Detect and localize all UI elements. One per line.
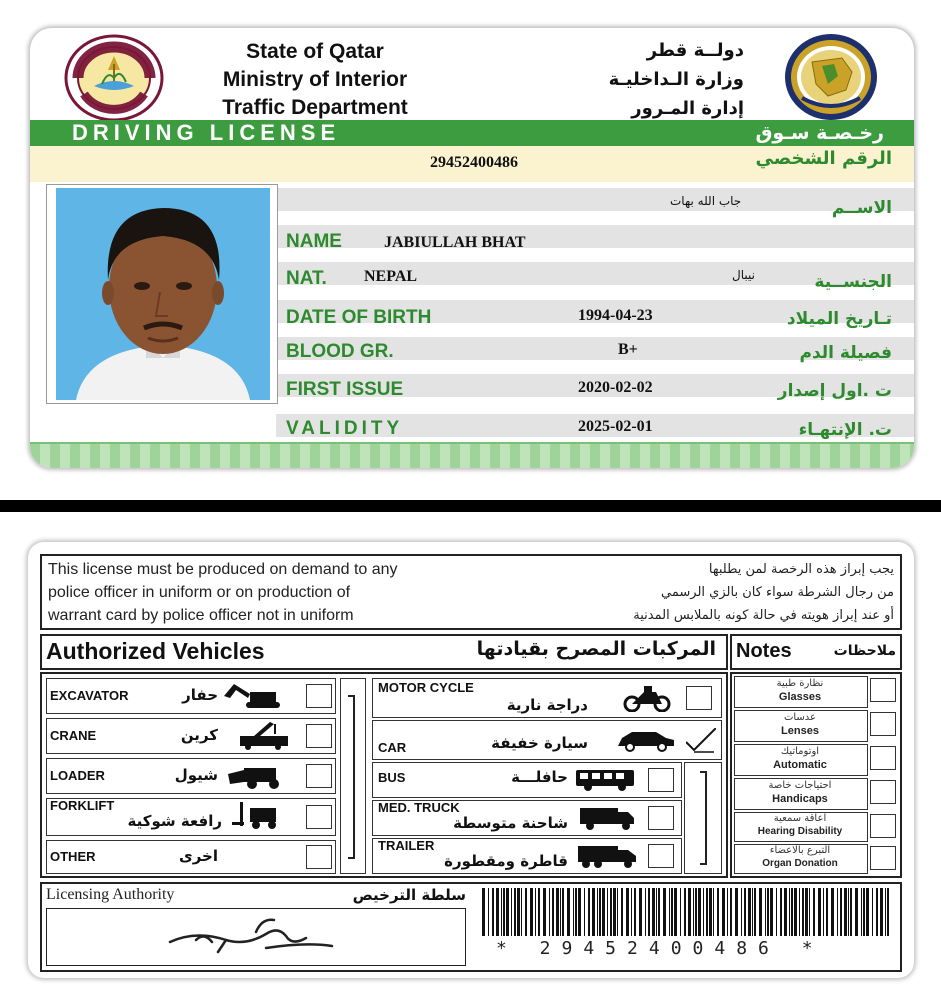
dob-ar-label: تـاريخ الميلاد bbox=[786, 309, 892, 329]
notice-en-line: This license must be produced on demand to any bbox=[48, 561, 398, 578]
holder-photo bbox=[56, 188, 270, 400]
barcode-bar bbox=[744, 888, 746, 936]
barcode-bar bbox=[588, 888, 590, 936]
decorative-border bbox=[30, 442, 914, 468]
barcode-bar bbox=[780, 888, 782, 936]
vehicle-ar: سيارة خفيفة bbox=[491, 734, 588, 752]
barcode-bar bbox=[848, 888, 849, 936]
barcode-bar bbox=[722, 888, 725, 936]
barcode-bar bbox=[621, 888, 623, 936]
barcode-bar bbox=[575, 888, 577, 936]
med-truck-checkbox[interactable] bbox=[648, 806, 674, 830]
vehicle-en: TRAILER bbox=[378, 838, 435, 853]
vehicle-en: EXCAVATOR bbox=[50, 688, 129, 703]
barcode-bar bbox=[656, 888, 657, 936]
barcode-bar bbox=[578, 888, 581, 936]
car-checkbox[interactable] bbox=[686, 728, 712, 752]
gcc-emblem-icon bbox=[782, 32, 880, 122]
barcode-bar bbox=[770, 888, 773, 936]
name-ar-value: جاب الله بهات bbox=[670, 194, 742, 208]
barcode-bar bbox=[669, 888, 670, 936]
notice-ar-line: أو عند إبراز هويته في حالة كونه بالملابس المدنية bbox=[633, 608, 894, 623]
barcode-bar bbox=[592, 888, 595, 936]
validity-label: VALIDITY bbox=[286, 418, 404, 439]
barcode-bar bbox=[809, 888, 810, 936]
barcode-icon bbox=[480, 888, 892, 938]
barcode-bar bbox=[525, 888, 527, 936]
note-ar: اعاقة سمعية bbox=[773, 813, 827, 824]
barcode-bar bbox=[626, 888, 629, 936]
signature-icon bbox=[166, 912, 336, 960]
vehicle-ar: اخرى bbox=[178, 847, 218, 865]
barcode-bar bbox=[866, 888, 869, 936]
barcode-bar bbox=[818, 888, 821, 936]
notice-ar-line: من رجال الشرطة سواء كان بالزي الرسمي bbox=[661, 585, 894, 600]
note-ar: اوتوماتيك bbox=[780, 746, 820, 757]
header-ministry: Ministry of Interior bbox=[222, 68, 408, 91]
name-ar-label: الاســم bbox=[831, 198, 892, 218]
barcode-bar bbox=[748, 888, 751, 936]
trailer-icon bbox=[576, 842, 638, 870]
header-english bbox=[170, 38, 460, 122]
barcode-bar bbox=[727, 888, 728, 936]
barcode-bar bbox=[562, 888, 564, 936]
glasses-checkbox[interactable] bbox=[870, 678, 896, 702]
authorized-title-en: Authorized Vehicles bbox=[46, 638, 265, 664]
barcode-bar bbox=[631, 888, 632, 936]
barcode-bar bbox=[823, 888, 824, 936]
barcode-bar bbox=[492, 888, 494, 936]
notes-title-ar: ملاحظات bbox=[833, 643, 896, 659]
barcode-bar bbox=[501, 888, 502, 936]
barcode-bar bbox=[794, 888, 797, 936]
vehicle-ar: رافعة شوكية bbox=[127, 812, 222, 830]
barcode-bar bbox=[837, 888, 838, 936]
note-en: Glasses bbox=[778, 691, 822, 703]
barcode-text: * 29452400486 * bbox=[496, 938, 824, 959]
barcode-bar bbox=[645, 888, 646, 936]
barcode-bar bbox=[613, 888, 616, 936]
crane-checkbox[interactable] bbox=[306, 724, 332, 748]
qatar-seal-icon bbox=[64, 34, 164, 122]
licensing-authority-ar: سلطة الترخيص bbox=[352, 886, 466, 904]
car-icon bbox=[616, 728, 676, 752]
barcode-bar bbox=[789, 888, 790, 936]
nationality-ar-value: نيبال bbox=[732, 268, 755, 282]
first-issue-value: 2020-02-02 bbox=[578, 379, 653, 396]
note-ar: التبرع بالاعضاء bbox=[769, 845, 831, 856]
nationality-value: NEPAL bbox=[364, 268, 418, 285]
barcode-bar bbox=[885, 888, 886, 936]
barcode-bar bbox=[863, 888, 865, 936]
vehicle-ar: حفار bbox=[182, 686, 218, 704]
barcode-bar bbox=[560, 888, 561, 936]
header-department: Traffic Department bbox=[222, 96, 408, 119]
barcode-bar bbox=[717, 888, 719, 936]
barcode-bar bbox=[688, 888, 691, 936]
dob-value: 1994-04-23 bbox=[578, 307, 653, 324]
barcode-bar bbox=[602, 888, 605, 936]
barcode-bar bbox=[872, 888, 873, 936]
barcode-bar bbox=[813, 888, 815, 936]
personal-id-number: 29452400486 bbox=[430, 154, 518, 171]
barcode-bar bbox=[695, 888, 697, 936]
motorcycle-icon bbox=[622, 684, 672, 712]
notice-en-line: warrant card by police officer not in uniform bbox=[48, 607, 354, 624]
license-front bbox=[30, 28, 914, 468]
vehicle-en: OTHER bbox=[50, 849, 96, 864]
barcode-bar bbox=[514, 888, 516, 936]
stripe bbox=[276, 225, 914, 248]
vehicle-ar: حافلـــة bbox=[511, 768, 568, 786]
motorcycle-checkbox[interactable] bbox=[686, 686, 712, 710]
barcode-bar bbox=[730, 888, 732, 936]
vehicle-ar: قاطرة ومقطورة bbox=[444, 852, 568, 870]
barcode-bar bbox=[521, 888, 522, 936]
vehicle-ar: كرين bbox=[180, 726, 218, 744]
validity-ar-label: ت. الإنتهـاء bbox=[798, 420, 892, 440]
trailer-checkbox[interactable] bbox=[648, 844, 674, 868]
barcode-bar bbox=[850, 888, 852, 936]
header-ar-ministry: وزارة الـداخليـة bbox=[608, 69, 744, 90]
stripe bbox=[276, 188, 914, 211]
barcode-bar bbox=[538, 888, 540, 936]
barcode-bar bbox=[752, 888, 753, 936]
barcode-bar bbox=[599, 888, 601, 936]
barcode-bar bbox=[844, 888, 847, 936]
notice-english bbox=[48, 558, 538, 627]
title-arabic: رخـصـة سـوق bbox=[755, 122, 884, 144]
note-en: Handicaps bbox=[772, 793, 828, 805]
organ-checkbox[interactable] bbox=[870, 846, 896, 870]
barcode-bar bbox=[652, 888, 655, 936]
note-ar: نظارة طبية bbox=[776, 678, 824, 689]
barcode-bar bbox=[855, 888, 858, 936]
barcode-bar bbox=[634, 888, 636, 936]
barcode-bar bbox=[713, 888, 714, 936]
barcode-bar bbox=[556, 888, 559, 936]
header-state: State of Qatar bbox=[246, 40, 384, 63]
note-en: Organ Donation bbox=[762, 858, 838, 869]
divider bbox=[0, 500, 941, 512]
barcode-bar bbox=[658, 888, 660, 936]
bracket-icon bbox=[692, 768, 716, 868]
header-ar-state: دولــة قطر bbox=[646, 40, 744, 61]
barcode-bar bbox=[549, 888, 550, 936]
barcode-bar bbox=[791, 888, 793, 936]
barcode-bar bbox=[517, 888, 520, 936]
barcode-bar bbox=[861, 888, 862, 936]
blood-group-ar-label: فصيلة الدم bbox=[799, 343, 892, 363]
barcode-bar bbox=[784, 888, 787, 936]
validity-value: 2025-02-01 bbox=[578, 418, 653, 435]
hearing-checkbox[interactable] bbox=[870, 814, 896, 838]
barcode-bar bbox=[887, 888, 889, 936]
barcode-bar bbox=[511, 888, 512, 936]
vehicle-ar: شيول bbox=[174, 766, 218, 784]
barcode-bar bbox=[567, 888, 570, 936]
first-issue-label: FIRST ISSUE bbox=[286, 379, 404, 400]
bus-checkbox[interactable] bbox=[648, 768, 674, 792]
licensing-authority-en: Licensing Authority bbox=[46, 886, 175, 903]
barcode-bar bbox=[693, 888, 694, 936]
note-en: Hearing Disability bbox=[757, 826, 843, 837]
barcode-bar bbox=[826, 888, 828, 936]
barcode-bar bbox=[503, 888, 505, 936]
barcode-bar bbox=[880, 888, 883, 936]
barcode-bar bbox=[831, 888, 834, 936]
forklift-checkbox[interactable] bbox=[306, 805, 332, 829]
blood-group-value: B+ bbox=[618, 341, 638, 358]
loader-icon bbox=[226, 762, 292, 790]
barcode-bar bbox=[674, 888, 677, 936]
barcode-bar bbox=[706, 888, 708, 936]
dob-label: DATE OF BIRTH bbox=[286, 307, 432, 328]
barcode-bar bbox=[671, 888, 673, 936]
barcode-bar bbox=[617, 888, 618, 936]
automatic-checkbox[interactable] bbox=[870, 746, 896, 770]
bus-icon bbox=[574, 766, 636, 792]
blood-group-label: BLOOD GR. bbox=[286, 341, 394, 362]
barcode-bar bbox=[799, 888, 800, 936]
note-en: Lenses bbox=[781, 725, 819, 737]
barcode-bar bbox=[597, 888, 598, 936]
barcode-bar bbox=[496, 888, 499, 936]
notice-box bbox=[40, 554, 902, 630]
vehicle-en: LOADER bbox=[50, 768, 105, 783]
barcode-bar bbox=[765, 888, 766, 936]
other-checkbox[interactable] bbox=[306, 845, 332, 869]
license-back bbox=[28, 542, 914, 978]
vehicle-en: MED. TRUCK bbox=[378, 800, 460, 815]
bracket-icon bbox=[342, 692, 364, 862]
nationality-label: NAT. bbox=[286, 268, 327, 289]
barcode-bar bbox=[759, 888, 762, 936]
forklift-icon bbox=[230, 800, 292, 830]
vehicle-ar: شاحنة متوسطة bbox=[453, 814, 568, 832]
handicaps-checkbox[interactable] bbox=[870, 780, 896, 804]
title-english: DRIVING LICENSE bbox=[72, 120, 341, 145]
barcode-bar bbox=[543, 888, 546, 936]
notice-arabic bbox=[534, 558, 894, 627]
loader-checkbox[interactable] bbox=[306, 764, 332, 788]
barcode-bar bbox=[805, 888, 808, 936]
lenses-checkbox[interactable] bbox=[870, 712, 896, 736]
barcode-bar bbox=[573, 888, 574, 936]
notes-title-en: Notes bbox=[736, 640, 792, 662]
barcode-bar bbox=[776, 888, 777, 936]
first-issue-ar-label: ت .اول إصدار bbox=[777, 381, 892, 401]
barcode-bar bbox=[552, 888, 554, 936]
vehicle-en: MOTOR CYCLE bbox=[378, 680, 474, 695]
vehicle-en: CAR bbox=[378, 740, 407, 755]
barcode-bar bbox=[648, 888, 650, 936]
vehicle-en: FORKLIFT bbox=[50, 798, 115, 813]
portrait-icon bbox=[56, 188, 270, 400]
barcode-bar bbox=[767, 888, 769, 936]
barcode-bar bbox=[741, 888, 742, 936]
name-label: NAME bbox=[286, 231, 342, 252]
authorized-title-ar: المركبات المصرح بقيادتها bbox=[476, 638, 716, 660]
excavator-icon bbox=[220, 682, 290, 710]
barcode-bar bbox=[530, 888, 533, 936]
crane-icon bbox=[234, 720, 294, 750]
barcode-bar bbox=[802, 888, 804, 936]
barcode-bar bbox=[610, 888, 612, 936]
truck-icon bbox=[578, 804, 636, 832]
name-value: JABIULLAH BHAT bbox=[384, 234, 526, 251]
barcode-bar bbox=[680, 888, 681, 936]
barcode-bar bbox=[639, 888, 642, 936]
barcode-bar bbox=[482, 888, 485, 936]
nationality-ar-label: الجنســية bbox=[814, 272, 892, 292]
notice-en-line: police officer in uniform or on production of bbox=[48, 584, 351, 601]
barcode-bar bbox=[663, 888, 666, 936]
barcode-bar bbox=[709, 888, 712, 936]
barcode-bar bbox=[506, 888, 509, 936]
barcode-bar bbox=[698, 888, 701, 936]
barcode-bar bbox=[735, 888, 738, 936]
personal-id-label-ar: الرقم الشخصي bbox=[755, 148, 892, 169]
notice-ar-line: يجب إبراز هذه الرخصة لمن يطلبها bbox=[708, 562, 894, 577]
excavator-checkbox[interactable] bbox=[306, 684, 332, 708]
note-en: Automatic bbox=[773, 759, 827, 771]
vehicle-en: CRANE bbox=[50, 728, 97, 743]
barcode-bar bbox=[876, 888, 878, 936]
barcode-bar bbox=[488, 888, 489, 936]
check-mark-icon bbox=[686, 728, 716, 754]
barcode-bar bbox=[703, 888, 704, 936]
barcode-bar bbox=[840, 888, 842, 936]
barcode-bar bbox=[584, 888, 585, 936]
barcode-bar bbox=[607, 888, 608, 936]
header-ar-department: إدارة المـرور bbox=[631, 98, 744, 119]
barcode-bar bbox=[684, 888, 686, 936]
vehicle-ar: دراجة نارية bbox=[506, 696, 588, 714]
note-ar: عدسات bbox=[783, 712, 817, 723]
note-ar: احتياجات خاصة bbox=[768, 780, 832, 791]
barcode-bar bbox=[754, 888, 756, 936]
vehicle-en: BUS bbox=[378, 770, 406, 785]
barcode-bar bbox=[535, 888, 536, 936]
header-arabic bbox=[544, 36, 744, 123]
